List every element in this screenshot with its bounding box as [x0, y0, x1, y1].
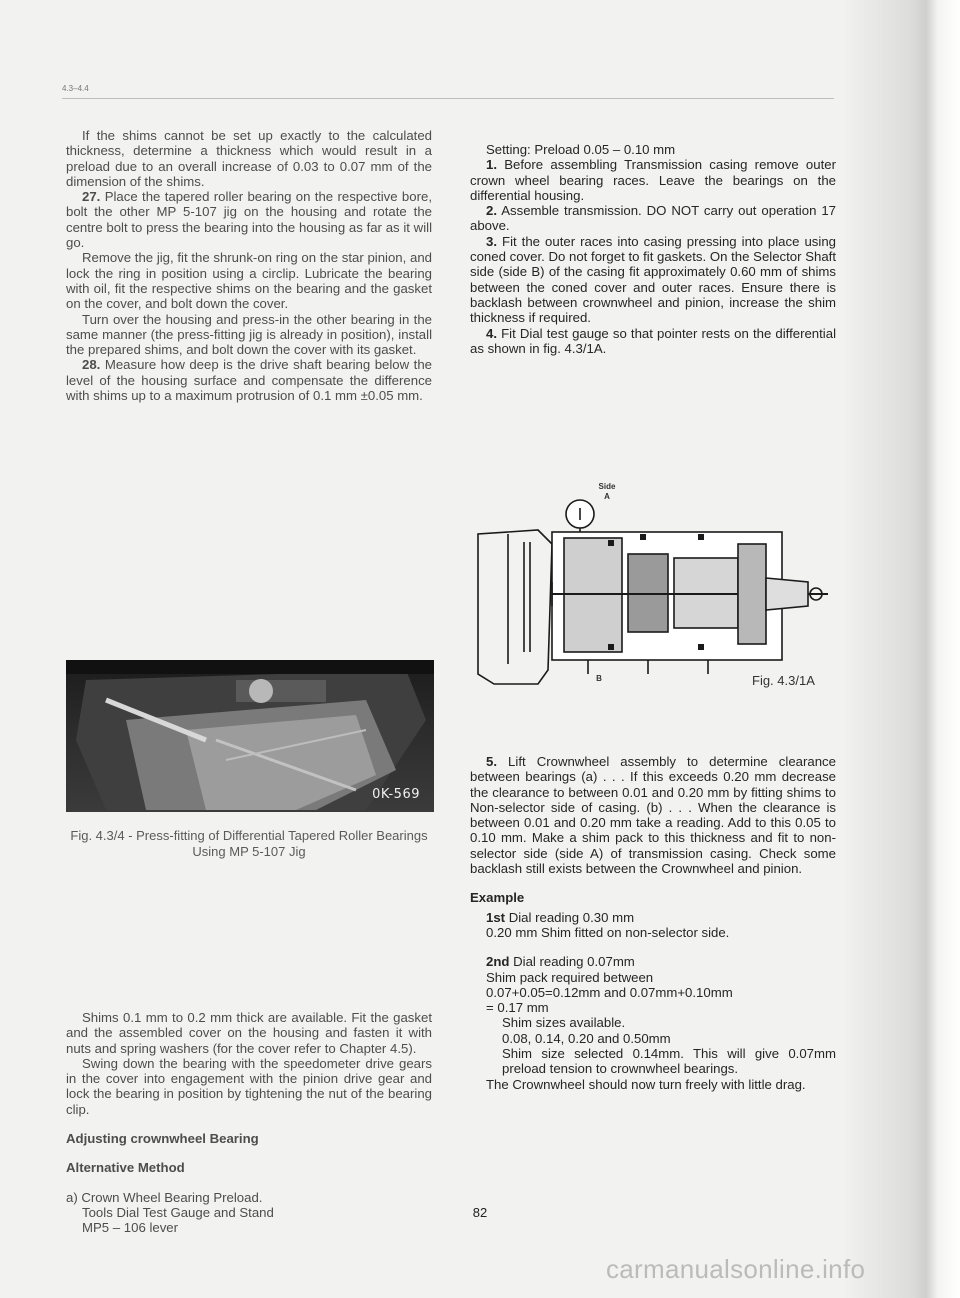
step-text: Assemble transmission. DO NOT carry out operation 17 above.	[470, 203, 836, 234]
tools-line-3: MP5 – 106 lever	[82, 1220, 179, 1236]
step-number: 5.	[486, 754, 497, 769]
step-4	[470, 326, 836, 357]
example-second-label: 2nd	[486, 954, 510, 970]
page-number: 82	[472, 1205, 488, 1220]
diagram-caption: Fig. 4.3/1A	[752, 673, 815, 688]
example-second-reading	[470, 954, 836, 969]
photo-reference-label: 0K-569	[372, 787, 420, 802]
paragraph-shims-available: Shims 0.1 mm to 0.2 mm thick are available. Fit the gasket and the assembled cover on the housing and fasten it with nuts and spring washers (for the cover refer to Chapter 4.5).	[66, 1010, 432, 1056]
shim-sizes-label: Shim sizes available.	[502, 1015, 626, 1031]
paragraph-remove-jig: Remove the jig, fit the shrunk-on ring on the star pinion, and lock the ring in position using a circlip. Lubricate the bearing with oil, fit the respective shims on the bearing and the gasket on the cover, and bolt down the cover.	[66, 250, 432, 312]
step-number: 3.	[486, 233, 497, 249]
transmission-diagram	[468, 474, 836, 692]
paragraph-swing-down: Swing down the bearing with the speedometer drive gears in the cover into engagement with the pinion drive gear and lock the bearing in position by tightening the nut of the bearing clip.	[66, 1055, 432, 1117]
step-3	[470, 234, 836, 326]
left-column-text	[66, 128, 432, 403]
left-column-lower-text	[66, 1010, 432, 1236]
side-a-label: Side A	[598, 482, 616, 501]
example-first-shim: 0.20 mm Shim fitted on non-selector side.	[486, 924, 730, 940]
right-column-text	[470, 142, 836, 356]
right-column-lower-text	[470, 754, 836, 1092]
step-text: Fit Dial test gauge so that pointer rests on the differential as shown in fig. 4.3/1A.	[470, 325, 836, 356]
shim-sizes-values: 0.08, 0.14, 0.20 and 0.50mm	[502, 1030, 671, 1046]
tools-line-2: Tools Dial Test Gauge and Stand	[82, 1204, 274, 1220]
heading-alternative-method: Alternative Method	[66, 1160, 185, 1176]
example-first-reading	[470, 910, 836, 925]
example-first-text: Dial reading 0.30 mm	[505, 909, 635, 925]
section-reference: 4.3–4.4	[62, 84, 89, 93]
final-note: The Crownwheel should now turn freely with little drag.	[486, 1076, 806, 1092]
step-number: 28.	[82, 357, 101, 373]
paragraph-step-27	[66, 189, 432, 250]
step-5	[470, 754, 836, 876]
paragraph-step-28	[66, 357, 432, 403]
setting-line: Setting: Preload 0.05 – 0.10 mm	[486, 142, 676, 157]
paragraph-turn-housing: Turn over the housing and press-in the other bearing in the same manner (the press-fitting jig is already in position), install the prepared shims, and bolt down the cover with its gasket.	[66, 311, 432, 358]
example-first-label: 1st	[486, 909, 506, 925]
step-number: 27.	[82, 189, 101, 205]
example-shim-pack: Shim pack required between	[486, 969, 654, 985]
example-result: = 0.17 mm	[486, 1000, 549, 1016]
heading-adjusting-crownwheel: Adjusting crownwheel Bearing	[66, 1131, 259, 1147]
step-text: Lift Crownwheel assembly to determine clearance between bearings (a) . . . If this exceeds 0.20 mm decrease the clearance to between 0.01 and 0.20 mm by fitting shims to Non-selector side of casing. (b) . . . When the clearance is between 0.01 and 0.20 mm take a reading. Add to this 0.05 to 0.10 mm. Make a shim pack to this thickness and fit to non-selector side (side A) of transmission casing. Check some backlash still exists between the Crownwheel and pinion.	[470, 754, 836, 877]
step-text: Measure how deep is the drive shaft bearing below the level of the housing surface and compensate the difference with shims up to a maximum protrusion of 0.1 mm ±0.05 mm.	[66, 357, 432, 404]
step-number: 1.	[486, 157, 497, 173]
step-1	[470, 157, 836, 203]
example-heading: Example	[470, 890, 525, 906]
step-number: 2.	[486, 203, 497, 219]
photo-caption: Fig. 4.3/4 - Press-fitting of Differential Tapered Roller Bearings Using MP 5-107 Jig	[70, 828, 428, 859]
step-number: 4.	[486, 325, 497, 341]
header-rule	[62, 98, 834, 99]
step-2	[470, 203, 836, 234]
step-text: Place the tapered roller bearing on the respective bore, bolt the other MP 5-107 jig on the housing and rotate the centre bolt to press the bearing into the housing as far as it will go.	[66, 189, 432, 251]
shim-size-selected: Shim size selected 0.14mm. This will give 0.07mm preload tension to crownwheel bearings.	[502, 1046, 836, 1077]
tools-line-1: a) Crown Wheel Bearing Preload.	[66, 1189, 263, 1205]
paragraph-shims-intro: If the shims cannot be set up exactly to the calculated thickness, determine a thickness which would result in a preload due to an overall increase of 0.03 to 0.07 mm of the dimension of the shims.	[66, 128, 432, 189]
example-second-text: Dial reading 0.07mm	[509, 954, 635, 970]
step-text: Fit the outer races into casing pressing into place using coned cover. Do not forget to fit gaskets. On the Selector Shaft side (side B) of the casing fit approximately 0.60 mm of shims between the coned cover and outer races. Ensure there is backlash between crownwheel and pinion, increase the shim thickness if required.	[470, 233, 836, 326]
watermark-text: carmanualsonline.info	[606, 1254, 866, 1284]
page-binding-shadow	[842, 0, 960, 1298]
step-text: Before assembling Transmission casing remove outer crown wheel bearing races. Leave the bearings on the differential housing.	[470, 157, 836, 203]
example-calculation: 0.07+0.05=0.12mm and 0.07mm+0.10mm	[486, 984, 733, 1000]
bearing-press-photo	[66, 660, 434, 812]
side-b-label: B	[596, 674, 602, 683]
